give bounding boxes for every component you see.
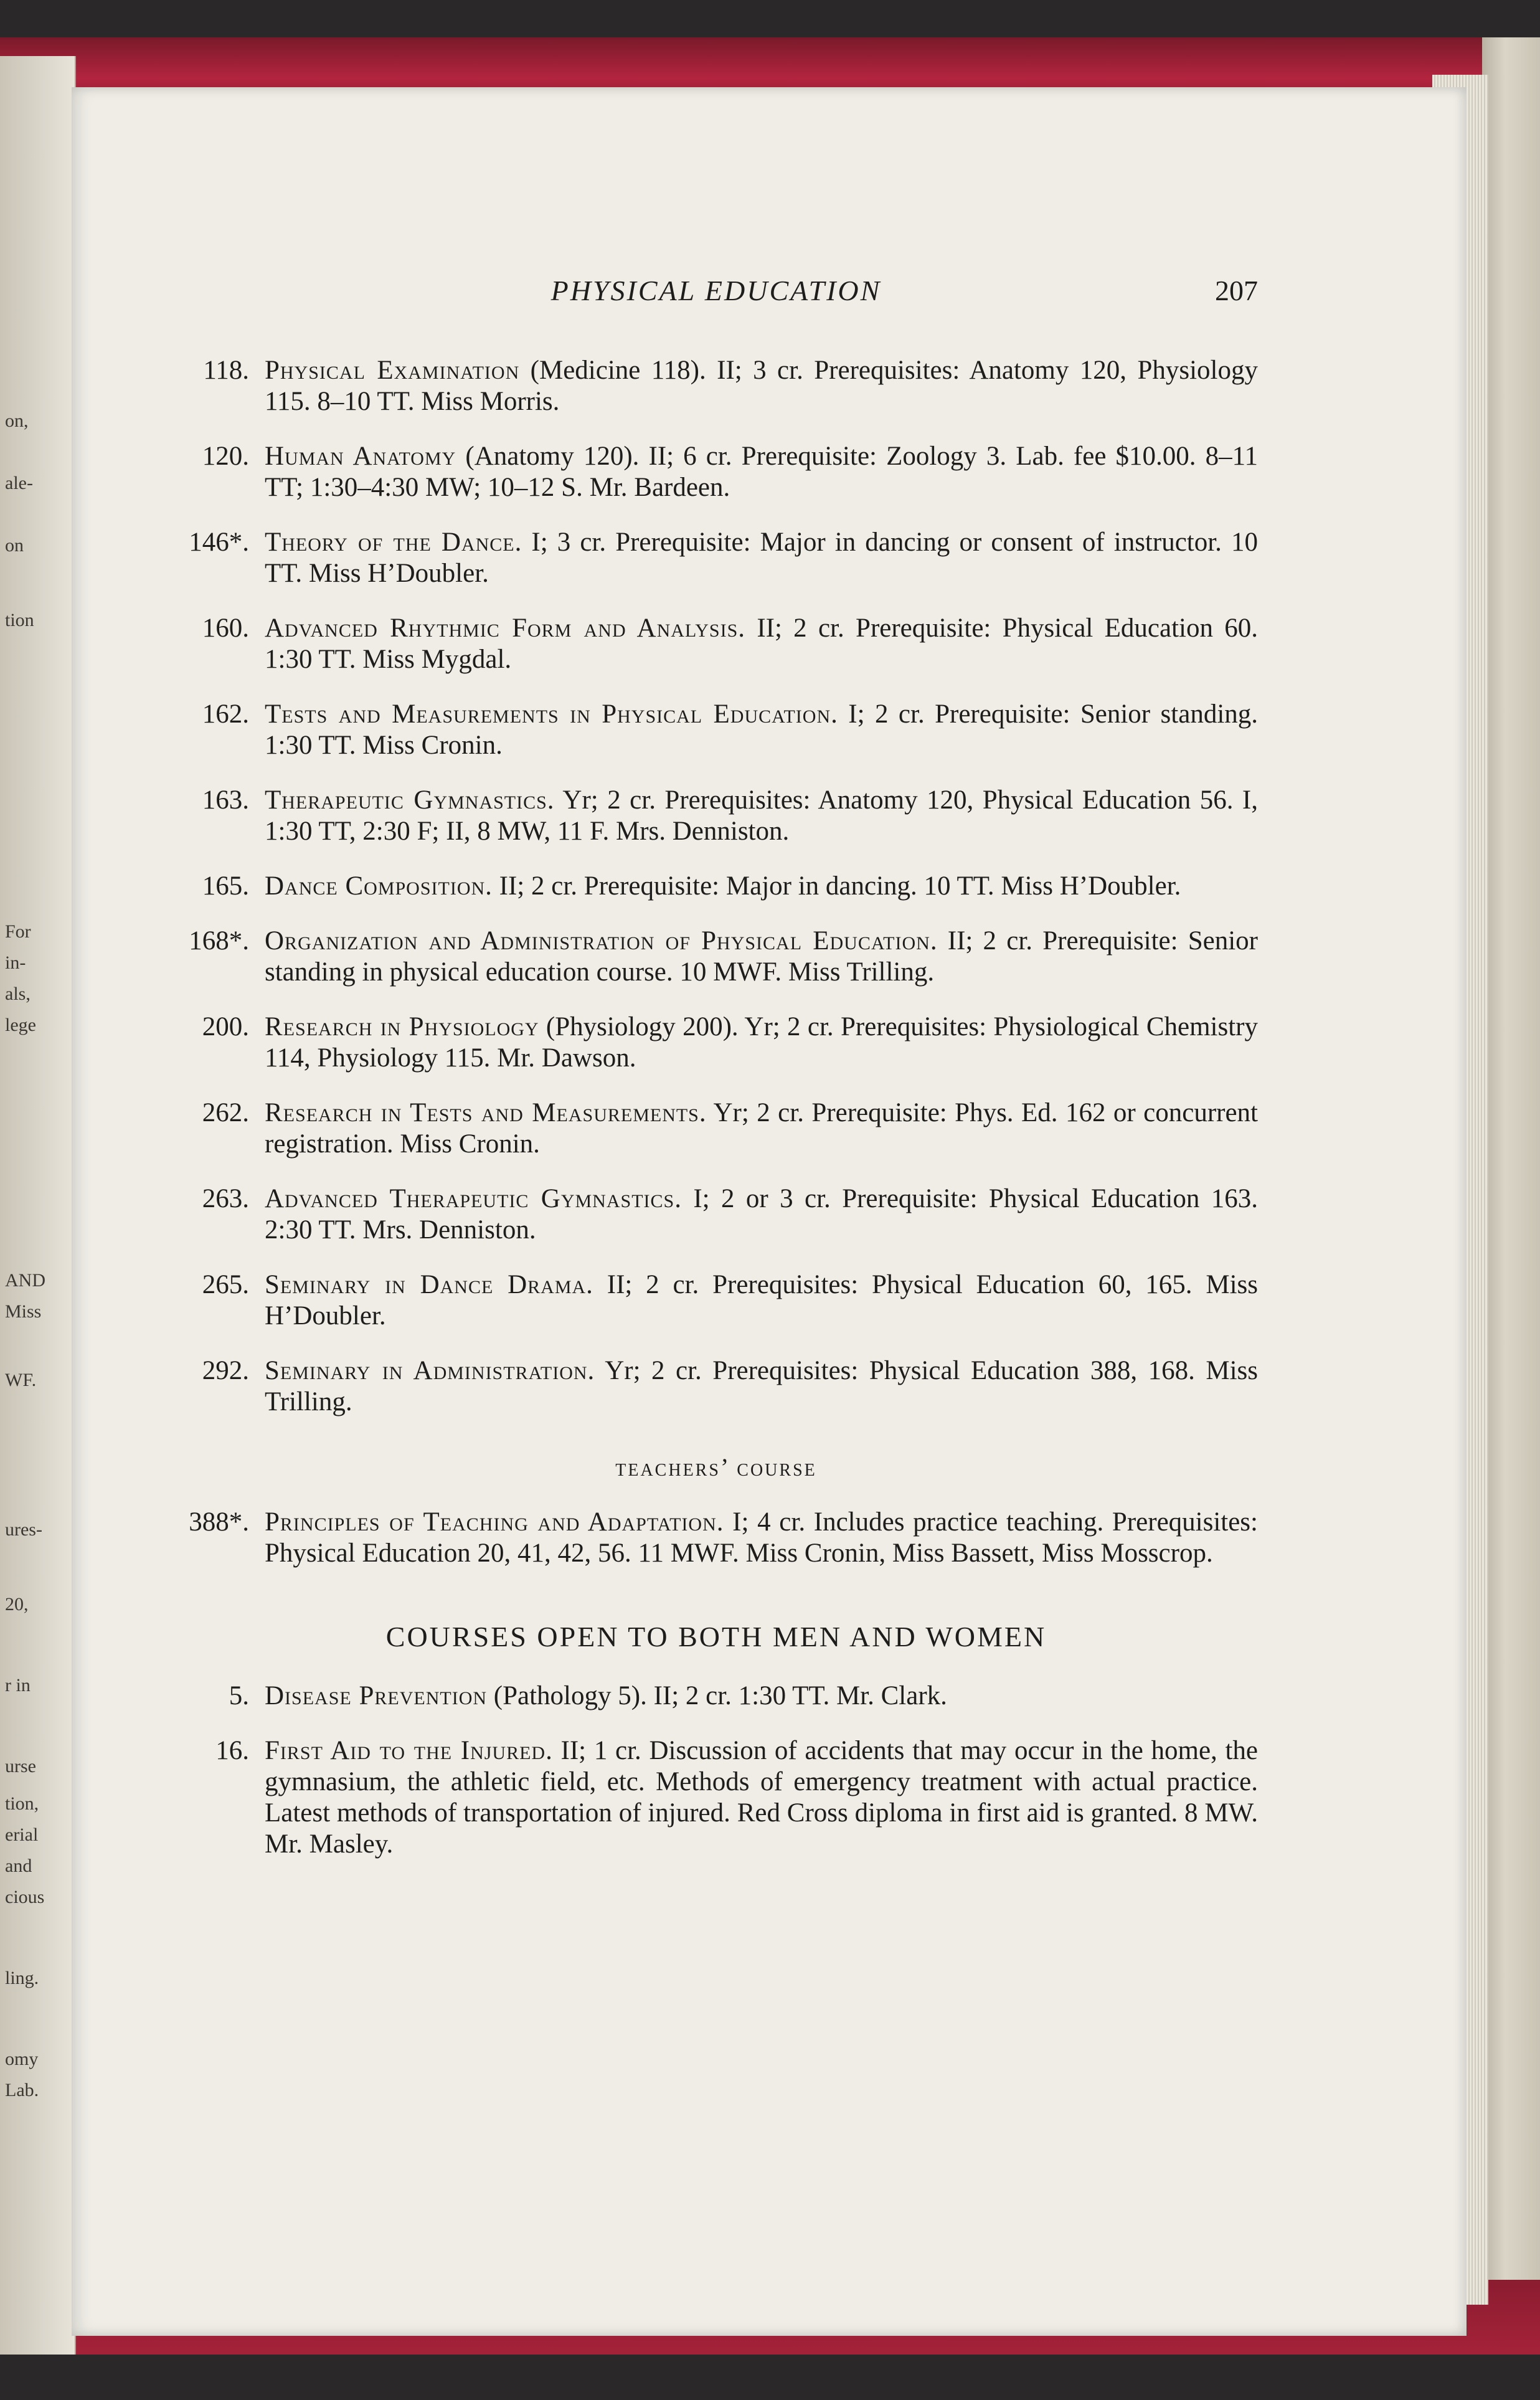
course-title: Seminary in Administration. xyxy=(265,1356,595,1385)
course-entry xyxy=(174,1269,1258,1332)
course-list xyxy=(174,355,1258,1418)
course-title: Research in Tests and Measurements. xyxy=(265,1098,707,1127)
course-title: Dance Composition. xyxy=(265,871,493,901)
course-entry xyxy=(174,699,1258,761)
course-description: I; 3 cr. Prerequisite: Major in dancing or consent of instructor. 10 TT. Miss H’Doubler. xyxy=(265,528,1258,588)
course-description: II; 2 cr. Prerequisite: Major in dancing. 10 TT. Miss H’Doubler. xyxy=(492,871,1181,901)
course-title: Advanced Therapeutic Gymnastics. xyxy=(265,1184,682,1213)
course-title: Research in Physiology xyxy=(265,1012,539,1041)
margin-fragment: tion, xyxy=(5,1793,39,1814)
page-content xyxy=(174,274,1258,1884)
margin-fragment: cious xyxy=(5,1887,45,1907)
course-description: (Pathology 5). II; 2 cr. 1:30 TT. Mr. Clark. xyxy=(487,1681,947,1710)
margin-fragment: r in xyxy=(5,1675,31,1696)
margin-fragment: and xyxy=(5,1856,32,1876)
margin-fragment: als, xyxy=(5,984,31,1004)
course-description: (Physiology 200). Yr; 2 cr. Prerequisites: Physiological Chemistry 114, Physiology 115. Mr. Dawson. xyxy=(265,1012,1258,1073)
course-entry xyxy=(174,1735,1258,1860)
course-title: Seminary in Dance Drama. xyxy=(265,1270,593,1299)
course-description: II; 2 cr. Prerequisite: Physical Education 60. 1:30 TT. Miss Mygdal. xyxy=(265,614,1259,674)
course-title: Advanced Rhythmic Form and Analysis. xyxy=(265,614,746,643)
margin-fragment: 20, xyxy=(5,1594,29,1615)
course-entry xyxy=(174,871,1258,902)
margin-fragment: omy xyxy=(5,2049,39,2069)
course-number: 16. xyxy=(215,1736,249,1765)
margin-fragment: on, xyxy=(5,410,29,431)
course-number: 292. xyxy=(202,1356,249,1385)
course-description: I; 4 cr. Includes practice teaching. Prerequisites: Physical Education 20, 41, 42, 56. 11 MWF. Miss Cronin, Miss Bassett, Miss Mosscrop. xyxy=(265,1507,1258,1568)
course-number: 120. xyxy=(202,442,249,471)
margin-fragment: For xyxy=(5,921,31,942)
both-course-list xyxy=(174,1681,1258,1860)
course-entry xyxy=(174,613,1258,675)
course-entry xyxy=(174,1012,1258,1074)
course-title: Disease Prevention xyxy=(265,1681,488,1710)
running-head xyxy=(174,274,1258,318)
course-entry xyxy=(174,1507,1258,1569)
course-number: 118. xyxy=(203,356,249,385)
course-title: Principles of Teaching and Adaptation. xyxy=(265,1507,724,1537)
course-number: 163. xyxy=(202,785,249,815)
course-number: 168*. xyxy=(189,926,249,956)
course-description: Yr; 2 cr. Prerequisite: Phys. Ed. 162 or concurrent registration. Miss Cronin. xyxy=(265,1098,1258,1159)
course-entry xyxy=(174,527,1258,589)
margin-fragment: ures- xyxy=(5,1519,42,1540)
course-description: I; 2 or 3 cr. Prerequisite: Physical Education 163. 2:30 TT. Mrs. Denniston. xyxy=(265,1184,1259,1245)
course-entry xyxy=(174,1681,1258,1712)
course-number: 265. xyxy=(202,1270,249,1299)
course-description: II; 1 cr. Discussion of accidents that may occur in the home, the gymnasium, the athletic field, etc. Methods of emergency treatment with actual practice. Latest methods of transportation of injured. Red Cross diploma in first aid is granted. 8 MW. Mr. Masley. xyxy=(265,1736,1258,1859)
course-number: 262. xyxy=(202,1098,249,1127)
margin-fragment: tion xyxy=(5,610,34,630)
course-entry xyxy=(174,1183,1258,1246)
margin-fragment: ling. xyxy=(5,1968,39,1988)
course-entry xyxy=(174,441,1258,503)
course-title: Theory of the Dance. xyxy=(265,528,522,557)
course-number: 388*. xyxy=(189,1507,249,1537)
margin-fragment: AND xyxy=(5,1270,45,1291)
previous-page-edge xyxy=(0,56,76,2355)
course-entry xyxy=(174,1098,1258,1160)
running-title: PHYSICAL EDUCATION xyxy=(550,275,882,306)
teachers-course-heading: teachers’ course xyxy=(615,1453,817,1481)
page-number: 207 xyxy=(1215,275,1258,306)
course-description: I; 2 cr. Prerequisite: Senior standing. 1:30 TT. Miss Cronin. xyxy=(265,700,1259,760)
course-description: (Anatomy 120). II; 6 cr. Prerequisite: Zoology 3. Lab. fee $10.00. 8–11 TT; 1:30–4:30 MW; 10–12 S. Mr. Bardeen. xyxy=(265,442,1258,502)
course-description: (Medicine 118). II; 3 cr. Prerequisites: Anatomy 120, Physiology 115. 8–10 TT. Miss Morris. xyxy=(265,356,1258,416)
margin-fragment: Miss xyxy=(5,1301,42,1322)
course-entry xyxy=(174,355,1258,417)
course-title: Human Anatomy xyxy=(265,442,456,471)
margin-fragment: on xyxy=(5,535,24,556)
course-title: First Aid to the Injured. xyxy=(265,1736,553,1765)
course-number: 200. xyxy=(202,1012,249,1041)
margin-fragment: ale- xyxy=(5,473,33,493)
course-title: Tests and Measurements in Physical Education. xyxy=(265,700,838,729)
course-description: Yr; 2 cr. Prerequisites: Physical Education 388, 168. Miss Trilling. xyxy=(265,1356,1258,1416)
course-title: Therapeutic Gymnastics. xyxy=(265,785,555,815)
course-description: II; 2 cr. Prerequisite: Senior standing in physical education course. 10 MWF. Miss Trilling. xyxy=(265,926,1259,987)
margin-fragment: lege xyxy=(5,1015,36,1035)
course-number: 263. xyxy=(202,1184,249,1213)
margin-fragment: erial xyxy=(5,1824,39,1845)
course-number: 162. xyxy=(202,700,249,729)
course-number: 146*. xyxy=(189,528,249,557)
course-title: Organization and Administration of Physical Education. xyxy=(265,926,938,956)
margin-fragment: in- xyxy=(5,952,26,973)
course-entry xyxy=(174,785,1258,847)
course-number: 5. xyxy=(229,1681,249,1710)
margin-fragment: WF. xyxy=(5,1370,37,1390)
course-entry xyxy=(174,1355,1258,1418)
course-description: II; 2 cr. Prerequisites: Physical Education 60, 165. Miss H’Doubler. xyxy=(265,1270,1259,1330)
margin-fragment: urse xyxy=(5,1756,36,1776)
course-entry xyxy=(174,926,1258,988)
course-description: Yr; 2 cr. Prerequisites: Anatomy 120, Physical Education 56. I, 1:30 TT, 2:30 F; II, 8 MW, 11 F. Mrs. Denniston. xyxy=(265,785,1258,846)
teachers-course-list xyxy=(174,1507,1258,1569)
course-number: 165. xyxy=(202,871,249,901)
both-men-women-heading: COURSES OPEN TO BOTH MEN AND WOMEN xyxy=(385,1621,1047,1653)
course-title: Physical Examination xyxy=(265,356,520,385)
course-number: 160. xyxy=(202,614,249,643)
book-cover-right-edge xyxy=(1482,37,1540,2292)
margin-fragment: Lab. xyxy=(5,2080,39,2100)
